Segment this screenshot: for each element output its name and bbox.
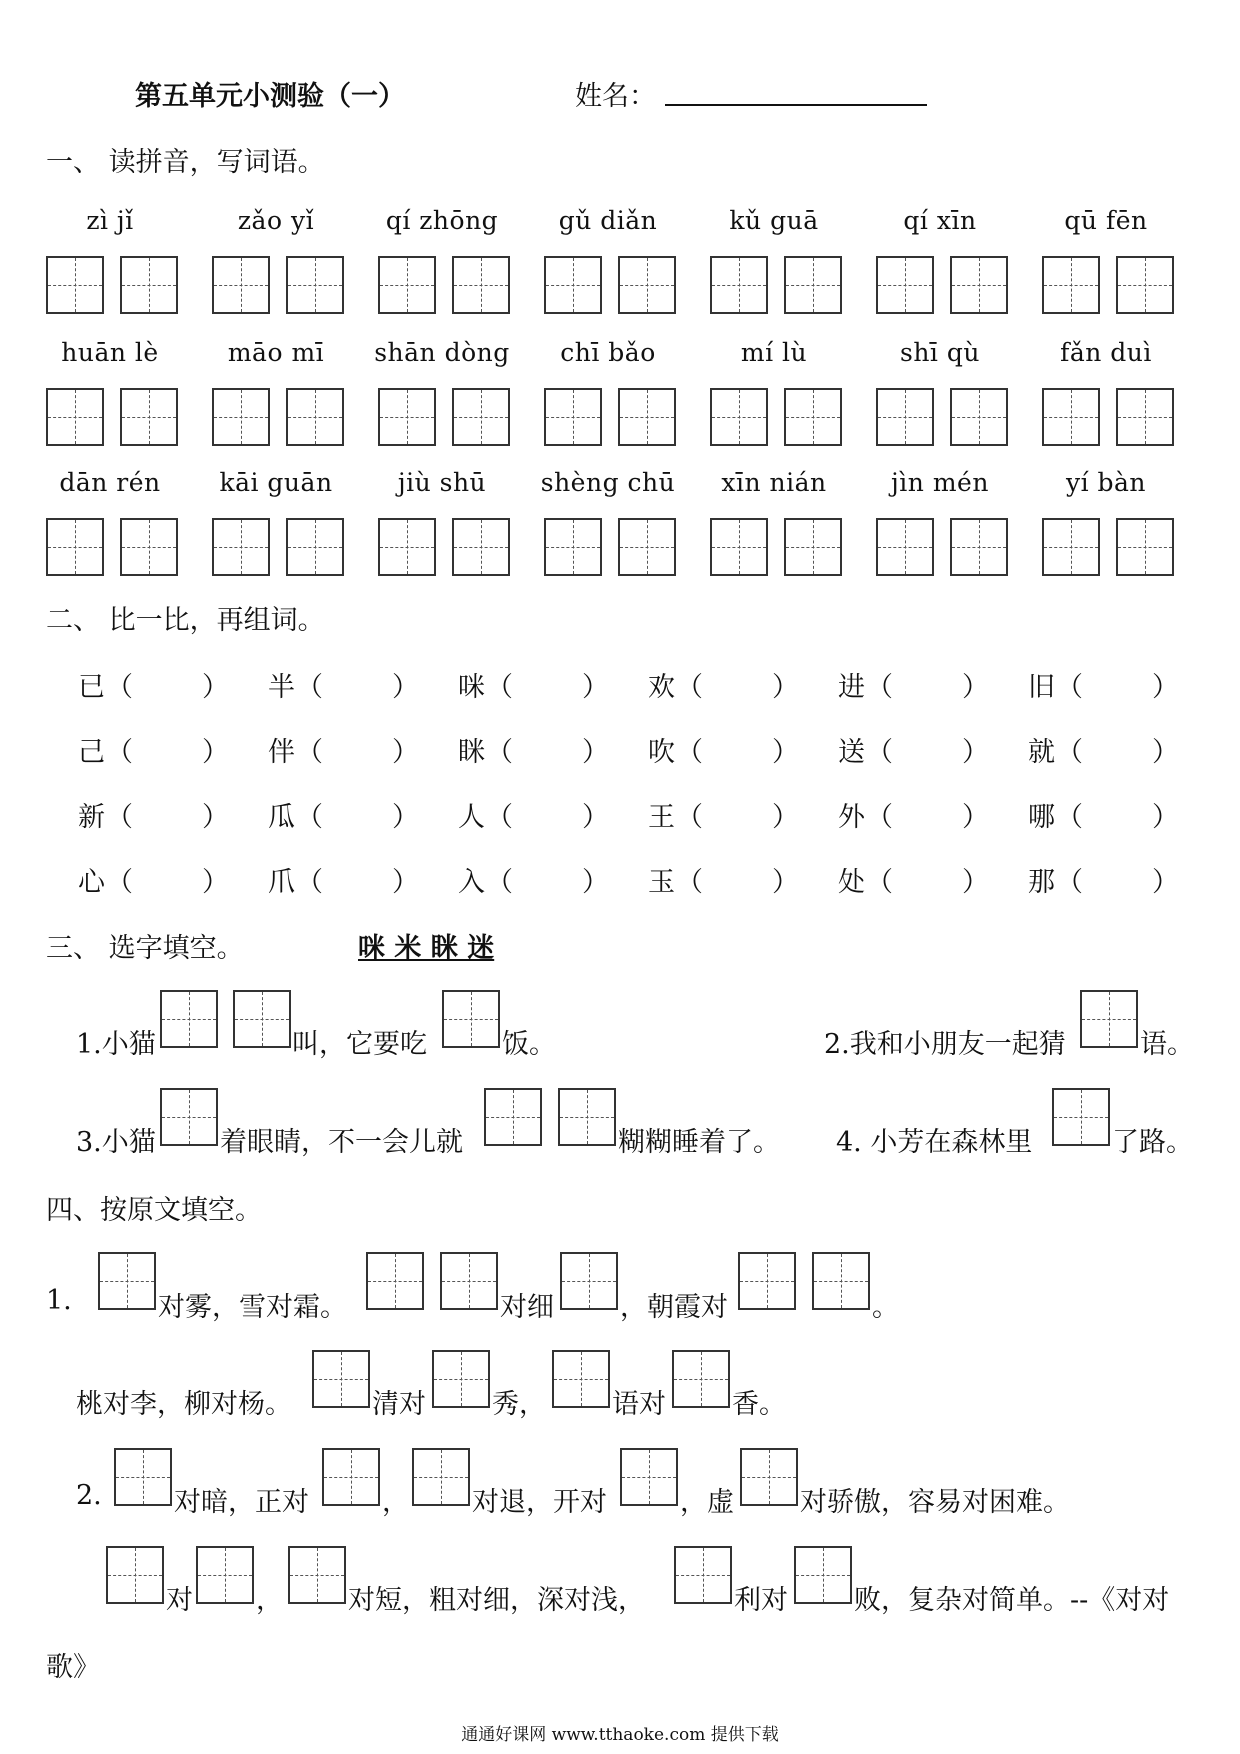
tianzi-box[interactable] — [618, 388, 676, 446]
word-blank[interactable] — [330, 665, 400, 697]
tianzi-box[interactable] — [950, 256, 1008, 314]
section3-heading: 三、 选字填空。 — [46, 933, 244, 964]
pinyin-label: kāi guān — [219, 468, 333, 497]
open-paren: （ — [106, 672, 133, 703]
compare-char: 入 — [458, 867, 485, 898]
answer-box[interactable] — [672, 1350, 730, 1408]
s4-line3-e: ，虚 — [680, 1487, 734, 1518]
compare-char: 心 — [78, 867, 105, 898]
pinyin-label: gǔ diǎn — [558, 206, 658, 235]
close-paren: ） — [772, 672, 799, 703]
tianzi-box[interactable] — [1116, 388, 1174, 446]
open-paren: （ — [486, 802, 513, 833]
compare-char: 吹 — [648, 737, 675, 768]
answer-box[interactable] — [484, 1088, 542, 1146]
pinyin-label: jìn mén — [891, 468, 989, 497]
close-paren: ） — [772, 867, 799, 898]
pinyin-label: qū fēn — [1064, 206, 1148, 235]
s4-line2-b: 清对 — [372, 1389, 426, 1420]
answer-box[interactable] — [674, 1546, 732, 1604]
open-paren: （ — [866, 802, 893, 833]
close-paren: ） — [202, 737, 229, 768]
open-paren: （ — [1056, 672, 1083, 703]
open-paren: （ — [486, 672, 513, 703]
tianzi-box[interactable] — [544, 256, 602, 314]
compare-char: 爪 — [268, 867, 295, 898]
pinyin-label: fǎn duì — [1060, 338, 1152, 367]
pinyin-label: qí zhōng — [385, 206, 499, 235]
tianzi-box[interactable] — [1116, 256, 1174, 314]
word-blank[interactable] — [710, 665, 780, 697]
close-paren: ） — [1152, 802, 1179, 833]
tianzi-box[interactable] — [950, 388, 1008, 446]
close-paren: ） — [1152, 672, 1179, 703]
close-paren: ） — [392, 737, 419, 768]
word-blank[interactable] — [140, 730, 210, 762]
answer-box[interactable] — [98, 1252, 156, 1310]
compare-char: 瓜 — [268, 802, 295, 833]
compare-char: 己 — [78, 737, 105, 768]
section4-heading: 四、按原文填空。 — [46, 1195, 262, 1226]
compare-char: 新 — [78, 802, 105, 833]
page-title: 第五单元小测验（一） — [135, 81, 405, 112]
compare-char: 半 — [268, 672, 295, 703]
s4-line4-b: ， — [256, 1585, 283, 1616]
close-paren: ） — [392, 802, 419, 833]
tianzi-box[interactable] — [378, 256, 436, 314]
compare-char: 已 — [78, 672, 105, 703]
compare-char: 送 — [838, 737, 865, 768]
answer-box[interactable] — [432, 1350, 490, 1408]
s4-line1-c: 对细 — [500, 1292, 554, 1323]
pinyin-label: zǎo yǐ — [237, 206, 315, 235]
pinyin-label: xīn nián — [721, 468, 827, 497]
s3-sentence2-a: 2.我和小朋友一起猜 — [824, 1029, 1066, 1060]
tianzi-box[interactable] — [876, 256, 934, 314]
tianzi-box[interactable] — [286, 388, 344, 446]
answer-box[interactable] — [740, 1448, 798, 1506]
close-paren: ） — [962, 672, 989, 703]
tianzi-box[interactable] — [378, 518, 436, 576]
compare-char: 咪 — [458, 672, 485, 703]
tianzi-box[interactable] — [544, 518, 602, 576]
pinyin-label: māo mī — [227, 338, 325, 367]
answer-box[interactable] — [312, 1350, 370, 1408]
word-blank[interactable] — [710, 730, 780, 762]
word-blank[interactable] — [140, 795, 210, 827]
s4-line1-b: 对雾，雪对霜。 — [158, 1292, 347, 1323]
s3-sentence3-b: 着眼睛，不一会儿就 — [220, 1127, 463, 1158]
answer-box[interactable] — [114, 1448, 172, 1506]
tianzi-box[interactable] — [1042, 518, 1100, 576]
tianzi-box[interactable] — [46, 388, 104, 446]
tianzi-box[interactable] — [1042, 388, 1100, 446]
word-blank[interactable] — [520, 665, 590, 697]
pinyin-label: mí lù — [740, 338, 808, 367]
open-paren: （ — [866, 737, 893, 768]
s4-line1-a: 1. — [46, 1285, 72, 1316]
close-paren: ） — [202, 802, 229, 833]
s4-line4-d: 利对 — [734, 1585, 788, 1616]
word-blank[interactable] — [1090, 665, 1160, 697]
s4-line3-f: 对骄傲，容易对困难。 — [800, 1487, 1070, 1518]
tianzi-box[interactable] — [452, 388, 510, 446]
pinyin-label: chī bǎo — [560, 338, 656, 367]
s3-sentence4-b: 了路。 — [1112, 1127, 1193, 1158]
word-blank[interactable] — [1090, 860, 1160, 892]
answer-box[interactable] — [738, 1252, 796, 1310]
open-paren: （ — [866, 672, 893, 703]
pinyin-label: jiù shū — [397, 468, 487, 497]
tianzi-box[interactable] — [784, 388, 842, 446]
tianzi-box[interactable] — [286, 518, 344, 576]
tianzi-box[interactable] — [784, 256, 842, 314]
answer-box[interactable] — [160, 990, 218, 1048]
word-blank[interactable] — [900, 795, 970, 827]
close-paren: ） — [202, 672, 229, 703]
s4-line3-b: 对暗，正对 — [174, 1487, 309, 1518]
answer-box[interactable] — [794, 1546, 852, 1604]
close-paren: ） — [202, 867, 229, 898]
compare-char: 王 — [648, 802, 675, 833]
open-paren: （ — [676, 867, 703, 898]
name-blank[interactable] — [665, 104, 927, 106]
tianzi-box[interactable] — [950, 518, 1008, 576]
open-paren: （ — [296, 867, 323, 898]
section2-heading: 二、 比一比，再组词。 — [46, 605, 325, 636]
tianzi-box[interactable] — [286, 256, 344, 314]
pinyin-label: yí bàn — [1065, 468, 1147, 497]
answer-box[interactable] — [288, 1546, 346, 1604]
word-blank[interactable] — [710, 795, 780, 827]
tianzi-box[interactable] — [46, 256, 104, 314]
tianzi-box[interactable] — [710, 388, 768, 446]
tianzi-box[interactable] — [212, 518, 270, 576]
close-paren: ） — [1152, 867, 1179, 898]
close-paren: ） — [392, 672, 419, 703]
word-blank[interactable] — [1090, 730, 1160, 762]
close-paren: ） — [582, 802, 609, 833]
tianzi-box[interactable] — [544, 388, 602, 446]
s3-sentence1-b: 叫，它要吃 — [292, 1029, 427, 1060]
close-paren: ） — [772, 737, 799, 768]
s4-line1-e: 。 — [872, 1292, 899, 1323]
close-paren: ） — [392, 867, 419, 898]
tianzi-box[interactable] — [618, 518, 676, 576]
compare-char: 欢 — [648, 672, 675, 703]
word-blank[interactable] — [330, 730, 400, 762]
s3-sentence3-a: 3.小猫 — [76, 1127, 156, 1158]
tianzi-box[interactable] — [710, 256, 768, 314]
compare-char: 伴 — [268, 737, 295, 768]
answer-box[interactable] — [160, 1088, 218, 1146]
tianzi-box[interactable] — [876, 518, 934, 576]
s4-line2-a: 桃对李，柳对杨。 — [76, 1389, 292, 1420]
answer-box[interactable] — [440, 1252, 498, 1310]
tianzi-box[interactable] — [710, 518, 768, 576]
s4-line2-d: 语对 — [612, 1389, 666, 1420]
word-blank[interactable] — [520, 795, 590, 827]
open-paren: （ — [1056, 737, 1083, 768]
tianzi-box[interactable] — [618, 256, 676, 314]
compare-char: 眯 — [458, 737, 485, 768]
word-blank[interactable] — [1090, 795, 1160, 827]
section1-heading: 一、 读拼音，写词语。 — [46, 147, 325, 178]
compare-char: 处 — [838, 867, 865, 898]
tianzi-box[interactable] — [378, 388, 436, 446]
tianzi-box[interactable] — [452, 518, 510, 576]
answer-box[interactable] — [552, 1350, 610, 1408]
word-blank[interactable] — [900, 730, 970, 762]
open-paren: （ — [296, 672, 323, 703]
tianzi-box[interactable] — [120, 388, 178, 446]
pinyin-label: shèng chū — [540, 468, 676, 497]
word-blank[interactable] — [710, 860, 780, 892]
word-blank[interactable] — [330, 795, 400, 827]
tianzi-box[interactable] — [120, 256, 178, 314]
s3-sentence1-a: 1.小猫 — [76, 1029, 156, 1060]
tianzi-box[interactable] — [120, 518, 178, 576]
answer-box[interactable] — [322, 1448, 380, 1506]
s4-line4-e: 败，复杂对简单。--《对对 — [854, 1585, 1170, 1616]
close-paren: ） — [962, 737, 989, 768]
s4-line3-c: ， — [382, 1487, 409, 1518]
s3-sentence2-b: 语。 — [1140, 1029, 1194, 1060]
s4-line2-e: 香。 — [732, 1389, 786, 1420]
word-blank[interactable] — [520, 730, 590, 762]
tianzi-box[interactable] — [876, 388, 934, 446]
compare-char: 旧 — [1028, 672, 1055, 703]
compare-char: 外 — [838, 802, 865, 833]
answer-box[interactable] — [196, 1546, 254, 1604]
compare-char: 进 — [838, 672, 865, 703]
tianzi-box[interactable] — [1042, 256, 1100, 314]
close-paren: ） — [582, 867, 609, 898]
s4-line3-a: 2. — [76, 1480, 102, 1511]
pinyin-label: huān lè — [61, 338, 159, 367]
answer-box[interactable] — [412, 1448, 470, 1506]
s4-line4-f: 歌》 — [46, 1652, 100, 1683]
open-paren: （ — [1056, 867, 1083, 898]
answer-box[interactable] — [106, 1546, 164, 1604]
pinyin-label: zì jǐ — [86, 206, 134, 235]
word-blank[interactable] — [140, 860, 210, 892]
tianzi-box[interactable] — [784, 518, 842, 576]
open-paren: （ — [1056, 802, 1083, 833]
tianzi-box[interactable] — [212, 256, 270, 314]
word-blank[interactable] — [900, 665, 970, 697]
answer-box[interactable] — [442, 990, 500, 1048]
answer-box[interactable] — [560, 1252, 618, 1310]
answer-box[interactable] — [812, 1252, 870, 1310]
s3-sentence3-c: 糊糊睡着了。 — [618, 1127, 780, 1158]
compare-char: 就 — [1028, 737, 1055, 768]
s4-line2-c: 秀， — [492, 1389, 546, 1420]
answer-box[interactable] — [1080, 990, 1138, 1048]
compare-char: 那 — [1028, 867, 1055, 898]
compare-char: 哪 — [1028, 802, 1055, 833]
answer-box[interactable] — [233, 990, 291, 1048]
open-paren: （ — [676, 802, 703, 833]
close-paren: ） — [962, 802, 989, 833]
compare-char: 人 — [458, 802, 485, 833]
open-paren: （ — [676, 737, 703, 768]
pinyin-label: shān dòng — [374, 338, 510, 367]
tianzi-box[interactable] — [212, 388, 270, 446]
s4-line4-c: 对短，粗对细，深对浅， — [348, 1585, 645, 1616]
open-paren: （ — [106, 737, 133, 768]
choice-chars: 咪 米 眯 迷 — [358, 933, 495, 964]
word-blank[interactable] — [140, 665, 210, 697]
answer-box[interactable] — [366, 1252, 424, 1310]
close-paren: ） — [772, 802, 799, 833]
open-paren: （ — [676, 672, 703, 703]
open-paren: （ — [866, 867, 893, 898]
pinyin-label: qí xīn — [903, 206, 977, 235]
answer-box[interactable] — [558, 1088, 616, 1146]
s4-line1-d: ，朝霞对 — [620, 1292, 728, 1323]
answer-box[interactable] — [620, 1448, 678, 1506]
s3-sentence1-c: 饭。 — [502, 1029, 556, 1060]
word-blank[interactable] — [520, 860, 590, 892]
word-blank[interactable] — [900, 860, 970, 892]
pinyin-label: dān rén — [59, 468, 161, 497]
pinyin-label: shī qù — [900, 338, 980, 367]
s4-line4-a: 对 — [166, 1585, 193, 1616]
pinyin-label: kǔ guā — [729, 206, 819, 235]
open-paren: （ — [106, 802, 133, 833]
name-label: 姓名： — [575, 81, 656, 112]
close-paren: ） — [962, 867, 989, 898]
close-paren: ） — [582, 672, 609, 703]
word-blank[interactable] — [330, 860, 400, 892]
open-paren: （ — [296, 802, 323, 833]
answer-box[interactable] — [1052, 1088, 1110, 1146]
open-paren: （ — [296, 737, 323, 768]
open-paren: （ — [486, 867, 513, 898]
close-paren: ） — [582, 737, 609, 768]
s4-line3-d: 对退，开对 — [472, 1487, 607, 1518]
footer-text: 通通好课网 www.tthaoke.com 提供下载 — [461, 1725, 779, 1745]
tianzi-box[interactable] — [452, 256, 510, 314]
open-paren: （ — [106, 867, 133, 898]
tianzi-box[interactable] — [1116, 518, 1174, 576]
open-paren: （ — [486, 737, 513, 768]
tianzi-box[interactable] — [46, 518, 104, 576]
close-paren: ） — [1152, 737, 1179, 768]
compare-char: 玉 — [648, 867, 675, 898]
s3-sentence4-a: 4. 小芳在森林里 — [836, 1127, 1033, 1158]
